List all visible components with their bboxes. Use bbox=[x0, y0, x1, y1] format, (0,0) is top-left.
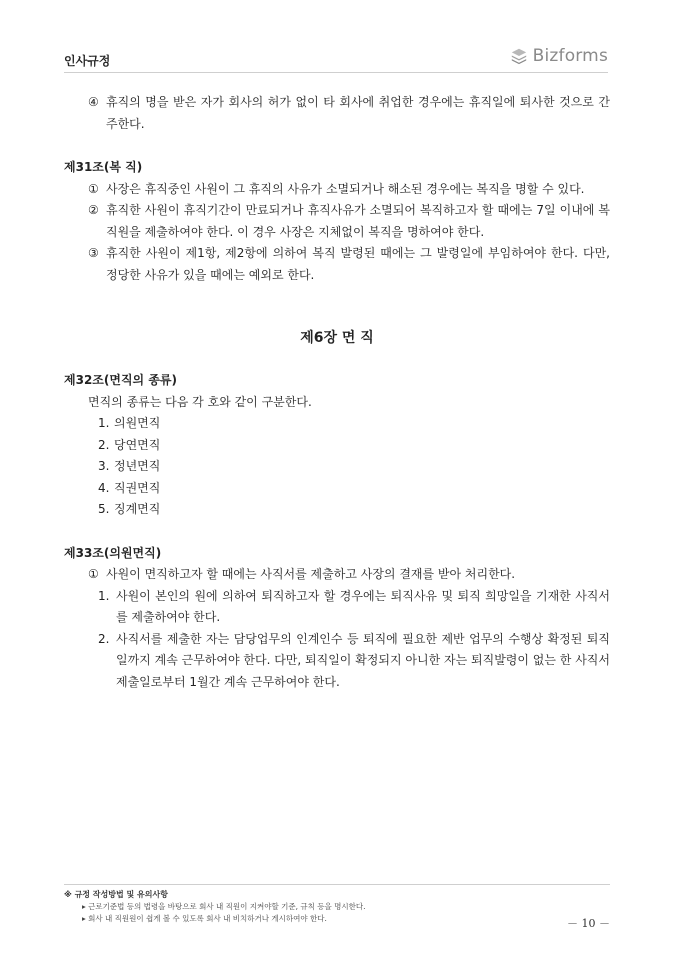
sub-list-item bbox=[98, 629, 610, 694]
brand-name: Bizforms bbox=[532, 46, 608, 66]
clause-marker: ④ bbox=[88, 95, 99, 109]
list-item bbox=[98, 478, 610, 500]
clause-marker: ③ bbox=[88, 246, 99, 260]
clause-item bbox=[88, 200, 610, 243]
clause-text: 사장은 휴직중인 사원이 그 휴직의 사유가 소멸되거나 해소된 경우에는 복직을 명할 수 있다. bbox=[106, 181, 585, 196]
page-footer bbox=[64, 884, 610, 930]
list-item bbox=[98, 499, 610, 521]
chapter-6-title: 제6장 면 직 bbox=[300, 330, 374, 346]
clause-marker: ② bbox=[88, 203, 99, 217]
clause-text: 휴직의 명을 받은 자가 회사의 허가 없이 타 회사에 취업한 경우에는 휴직일에 퇴사한 것으로 간주한다. bbox=[106, 95, 610, 131]
list-item bbox=[98, 435, 610, 457]
clause-item bbox=[88, 92, 610, 135]
clause-marker: ① bbox=[88, 181, 99, 196]
list-text: 사원이 본인의 원에 의하여 퇴직하고자 할 경우에는 퇴직사유 및 퇴직 희망일을 기재한 사직서를 제출하여야 한다. bbox=[116, 588, 610, 624]
list-text: 정년면직 bbox=[114, 459, 161, 473]
document-title: 인사규정 bbox=[64, 54, 111, 68]
layers-icon bbox=[510, 47, 528, 65]
list-number: 3. bbox=[98, 459, 110, 473]
list-text: 사직서를 제출한 자는 담당업무의 인계인수 등 퇴직에 필요한 제반 업무의 수행상 확정된 퇴직일까지 계속 근무하여야 한다. 다만, 퇴직일이 확정되지 아니한 자는 퇴직발령이 없는 한 사직서 제출일로부터 1월간 계속 근무하여야 한다. bbox=[116, 631, 610, 689]
list-number: 4. bbox=[98, 480, 110, 495]
article-32-intro: 면직의 종류는 다음 각 호와 같이 구분한다. bbox=[88, 394, 312, 409]
list-number: 1. bbox=[98, 588, 110, 603]
sub-list-item bbox=[98, 586, 610, 629]
page-number: － 10 － bbox=[567, 917, 610, 930]
article-31-title: 제31조(복 직) bbox=[64, 160, 143, 174]
clause-item bbox=[88, 564, 610, 586]
list-number: 2. bbox=[98, 437, 110, 452]
clause-item bbox=[88, 179, 610, 201]
clause-text: 휴직한 사원이 휴직기간이 만료되거나 휴직사유가 소멸되어 복직하고자 할 때에는 7일 이내에 복직원을 제출하여야 한다. 이 경우 사장은 지체없이 복직을 명하여야 한다. bbox=[106, 203, 610, 239]
list-text: 당연면직 bbox=[114, 437, 161, 452]
list-number: 2. bbox=[98, 631, 110, 646]
list-text: 징계면직 bbox=[114, 502, 161, 516]
footer-note: ▸ 근로기준법 등의 법령을 바탕으로 회사 내 직원이 지켜야할 기준, 규칙 등을 명시한다. bbox=[82, 902, 366, 911]
list-item bbox=[98, 413, 610, 435]
clause-text: 휴직한 사원이 제1항, 제2항에 의하여 복직 발령된 때에는 그 발령일에 부임하여야 한다. 다만, 정당한 사유가 있을 때에는 예외로 한다. bbox=[106, 246, 610, 282]
document-body bbox=[64, 92, 610, 693]
page-header bbox=[64, 44, 608, 73]
footer-note-title: ※ 규정 작성방법 및 유의사항 bbox=[64, 890, 168, 899]
clause-marker: ① bbox=[88, 567, 99, 581]
list-text: 의원면직 bbox=[114, 416, 161, 430]
list-text: 직권면직 bbox=[114, 480, 161, 495]
footer-note: ▸ 회사 내 직원원이 쉽게 볼 수 있도록 회사 내 비치하거나 게시하여야 한다. bbox=[82, 914, 327, 923]
brand-logo bbox=[510, 46, 608, 66]
article-33-title: 제33조(의원면직) bbox=[64, 545, 162, 560]
clause-text: 사원이 면직하고자 할 때에는 사직서를 제출하고 사장의 결재를 받아 처리한다. bbox=[106, 567, 516, 581]
clause-item bbox=[88, 243, 610, 286]
article-32-title: 제32조(면직의 종류) bbox=[64, 373, 177, 387]
list-number: 5. bbox=[98, 502, 110, 516]
list-number: 1. bbox=[98, 416, 110, 430]
list-item bbox=[98, 456, 610, 478]
